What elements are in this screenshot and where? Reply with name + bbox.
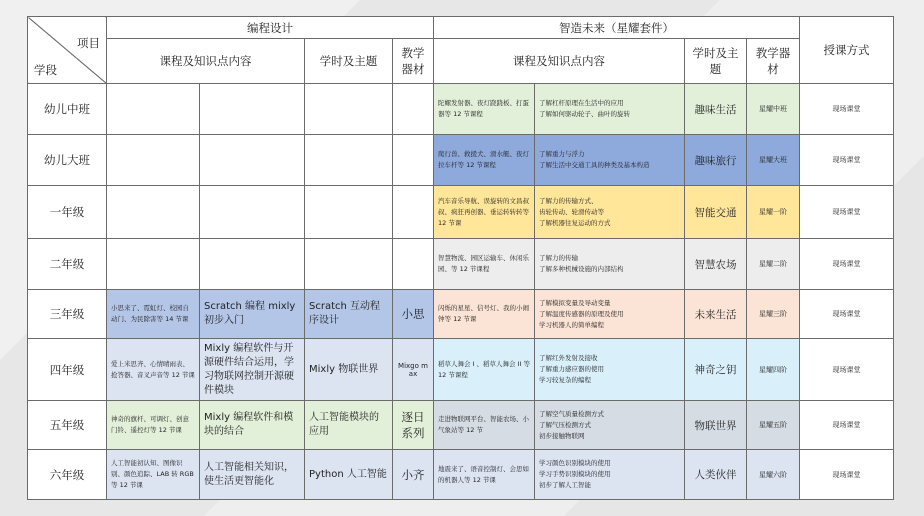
prog-knowledge-cell: Mixly 编程软件和模块的结合 <box>200 401 305 450</box>
teaching-method-cell: 现场课堂 <box>800 135 894 186</box>
prog-knowledge-cell: Scratch 编程 mixly 初步入门 <box>200 290 305 339</box>
table-row <box>28 290 894 339</box>
smart-hours-header: 学时及主题 <box>685 39 747 84</box>
smart-theme-cell: 未来生活 <box>685 290 747 339</box>
smart-knowledge-cell: 了解空气质量检测方式 了解气压检测方式 初步接触物联网 <box>535 401 685 450</box>
teaching-method-header: 授课方式 <box>800 17 894 84</box>
prog-courses-cell <box>107 135 200 186</box>
teaching-method-cell: 现场课堂 <box>800 401 894 450</box>
prog-courses-cell: 人工智能初认知、图像识别、颜色追踪、LAB 转 RGB 等 12 节课 <box>107 450 200 500</box>
table-row <box>28 338 894 400</box>
prog-equipment-cell: Mixgo max <box>393 338 434 400</box>
prog-knowledge-cell <box>200 186 305 239</box>
smart-knowledge-cell: 了解杠杆原理在生活中的应用 了解如何驱动轮子、曲叶的旋转 <box>535 84 685 135</box>
stage-label: 二年级 <box>28 239 107 290</box>
smart-courses-cell: 汽车音乐导航、误旋转的文昌叔叔、疯狂再创器、垂运转转转等 12 节课 <box>434 186 535 239</box>
smart-knowledge-cell: 了解模拟变量及导动变量 了解温度传感器的原理及使用 学习机器人的简单编程 <box>535 290 685 339</box>
smart-equipment-cell: 星耀二阶 <box>747 239 800 290</box>
teaching-method-cell: 现场课堂 <box>800 450 894 500</box>
smart-theme-cell: 趣味生活 <box>685 84 747 135</box>
table-row <box>28 450 894 500</box>
prog-theme-cell <box>305 135 393 186</box>
prog-theme-cell: Python 人工智能 <box>305 450 393 500</box>
smart-knowledge-cell: 了解力的传输 了解多种机械设施的内部结构 <box>535 239 685 290</box>
curriculum-sheet <box>27 16 893 500</box>
prog-theme-cell: 人工智能模块的应用 <box>305 401 393 450</box>
table-body <box>28 84 894 500</box>
smart-equipment-header: 教学器材 <box>747 39 800 84</box>
header-row-1 <box>28 17 894 39</box>
smart-courses-cell: 爬行兽、救援犬、滑水艇、夜灯拉车杆等 12 节课程 <box>434 135 535 186</box>
prog-theme-cell <box>305 186 393 239</box>
prog-courses-cell <box>107 239 200 290</box>
smart-content-header: 课程及知识点内容 <box>434 39 685 84</box>
smart-theme-cell: 智慧农场 <box>685 239 747 290</box>
table-row <box>28 84 894 135</box>
prog-theme-cell <box>305 84 393 135</box>
stage-label: 幼儿大班 <box>28 135 107 186</box>
stage-label: 六年级 <box>28 450 107 500</box>
prog-knowledge-cell: 人工智能相关知识，使生活更智能化 <box>200 450 305 500</box>
smart-courses-cell: 走进物联网平台、智能农场、小气象站等 12 节 <box>434 401 535 450</box>
prog-equipment-cell <box>393 186 434 239</box>
prog-theme-cell: Mixly 物联世界 <box>305 338 393 400</box>
smart-equipment-cell: 星耀四阶 <box>747 338 800 400</box>
prog-knowledge-cell <box>200 135 305 186</box>
smart-equipment-cell: 星耀中班 <box>747 84 800 135</box>
smart-courses-cell: 闪烁的星星、信号灯、我的小闹钟等 12 节课 <box>434 290 535 339</box>
prog-courses-cell <box>107 84 200 135</box>
smart-equipment-cell: 星耀大班 <box>747 135 800 186</box>
teaching-method-cell: 现场课堂 <box>800 239 894 290</box>
smart-courses-cell: 地震来了、语音控制灯、会思如的机器人等 12 节课 <box>434 450 535 500</box>
prog-equipment-cell <box>393 239 434 290</box>
teaching-method-cell: 现场课堂 <box>800 84 894 135</box>
prog-courses-cell: 神奇的旗杆、可调灯、创意门铃、遥控灯等 12 节课 <box>107 401 200 450</box>
prog-equipment-cell <box>393 135 434 186</box>
prog-knowledge-cell <box>200 239 305 290</box>
smart-courses-cell: 稻草人舞会 I 、稻草人舞会 II 等 12 节课程 <box>434 338 535 400</box>
smart-knowledge-cell: 学习颜色识别模块的使用 学习手势识别模块的使用 初步了解人工智能 <box>535 450 685 500</box>
prog-knowledge-cell: Mixly 编程软件与开源硬件结合运用，学习物联网控制开源硬件模块 <box>200 338 305 400</box>
prog-hours-header: 学时及主题 <box>305 39 393 84</box>
table-row <box>28 186 894 239</box>
teaching-method-cell: 现场课堂 <box>800 186 894 239</box>
smart-knowledge-cell: 了解力的传输方式、 齿轮传动、轮滑传动等 了解机器往复运动的方式 <box>535 186 685 239</box>
prog-equipment-cell <box>393 84 434 135</box>
table-row <box>28 401 894 450</box>
prog-equipment-cell: 逐日系列 <box>393 401 434 450</box>
stage-label: 三年级 <box>28 290 107 339</box>
smart-knowledge-cell: 了解红外发射及接收 了解重力感应器的使用 学习较复杂的编程 <box>535 338 685 400</box>
smart-equipment-cell: 星耀六阶 <box>747 450 800 500</box>
stage-label: 四年级 <box>28 338 107 400</box>
smart-theme-cell: 物联世界 <box>685 401 747 450</box>
prog-courses-cell: 小思来了、霓虹灯、校园自动门、为民除害等 14 节课 <box>107 290 200 339</box>
corner-header-project: 项目 <box>77 36 100 50</box>
group-programming-header: 编程设计 <box>107 17 434 39</box>
prog-content-header: 课程及知识点内容 <box>107 39 305 84</box>
smart-theme-cell: 神奇之钥 <box>685 338 747 400</box>
prog-knowledge-cell <box>200 84 305 135</box>
smart-equipment-cell: 星耀五阶 <box>747 401 800 450</box>
prog-courses-cell <box>107 186 200 239</box>
teaching-method-cell: 现场课堂 <box>800 290 894 339</box>
header-row-2 <box>28 39 894 84</box>
prog-courses-cell: 爱上米思齐、心情晴雨表、抢答器、音叉声音等 12 节课 <box>107 338 200 400</box>
smart-courses-cell: 陀螺发射器、夜灯跷跷板、打蛋器等 12 节课程 <box>434 84 535 135</box>
curriculum-table <box>27 16 894 500</box>
stage-label: 幼儿中班 <box>28 84 107 135</box>
teaching-method-cell: 现场课堂 <box>800 338 894 400</box>
smart-theme-cell: 智能交通 <box>685 186 747 239</box>
smart-equipment-cell: 星耀一阶 <box>747 186 800 239</box>
prog-theme-cell: Scratch 互动程序设计 <box>305 290 393 339</box>
stage-label: 一年级 <box>28 186 107 239</box>
smart-theme-cell: 人类伙伴 <box>685 450 747 500</box>
prog-theme-cell <box>305 239 393 290</box>
prog-equipment-header: 教学器材 <box>393 39 434 84</box>
prog-equipment-cell: 小思 <box>393 290 434 339</box>
group-smart-manufacturing-header: 智造未来（星耀套件） <box>434 17 800 39</box>
smart-theme-cell: 趣味旅行 <box>685 135 747 186</box>
stage-label: 五年级 <box>28 401 107 450</box>
smart-courses-cell: 智慧物流、园区运输车、休闲乐园、等 12 节课程 <box>434 239 535 290</box>
corner-header-cell <box>28 17 107 84</box>
smart-knowledge-cell: 了解重力与浮力 了解生活中交通工具的种类及基本构造 <box>535 135 685 186</box>
table-row <box>28 239 894 290</box>
table-row <box>28 135 894 186</box>
corner-header-stage: 学段 <box>34 63 57 78</box>
smart-equipment-cell: 星耀三阶 <box>747 290 800 339</box>
prog-equipment-cell: 小齐 <box>393 450 434 500</box>
